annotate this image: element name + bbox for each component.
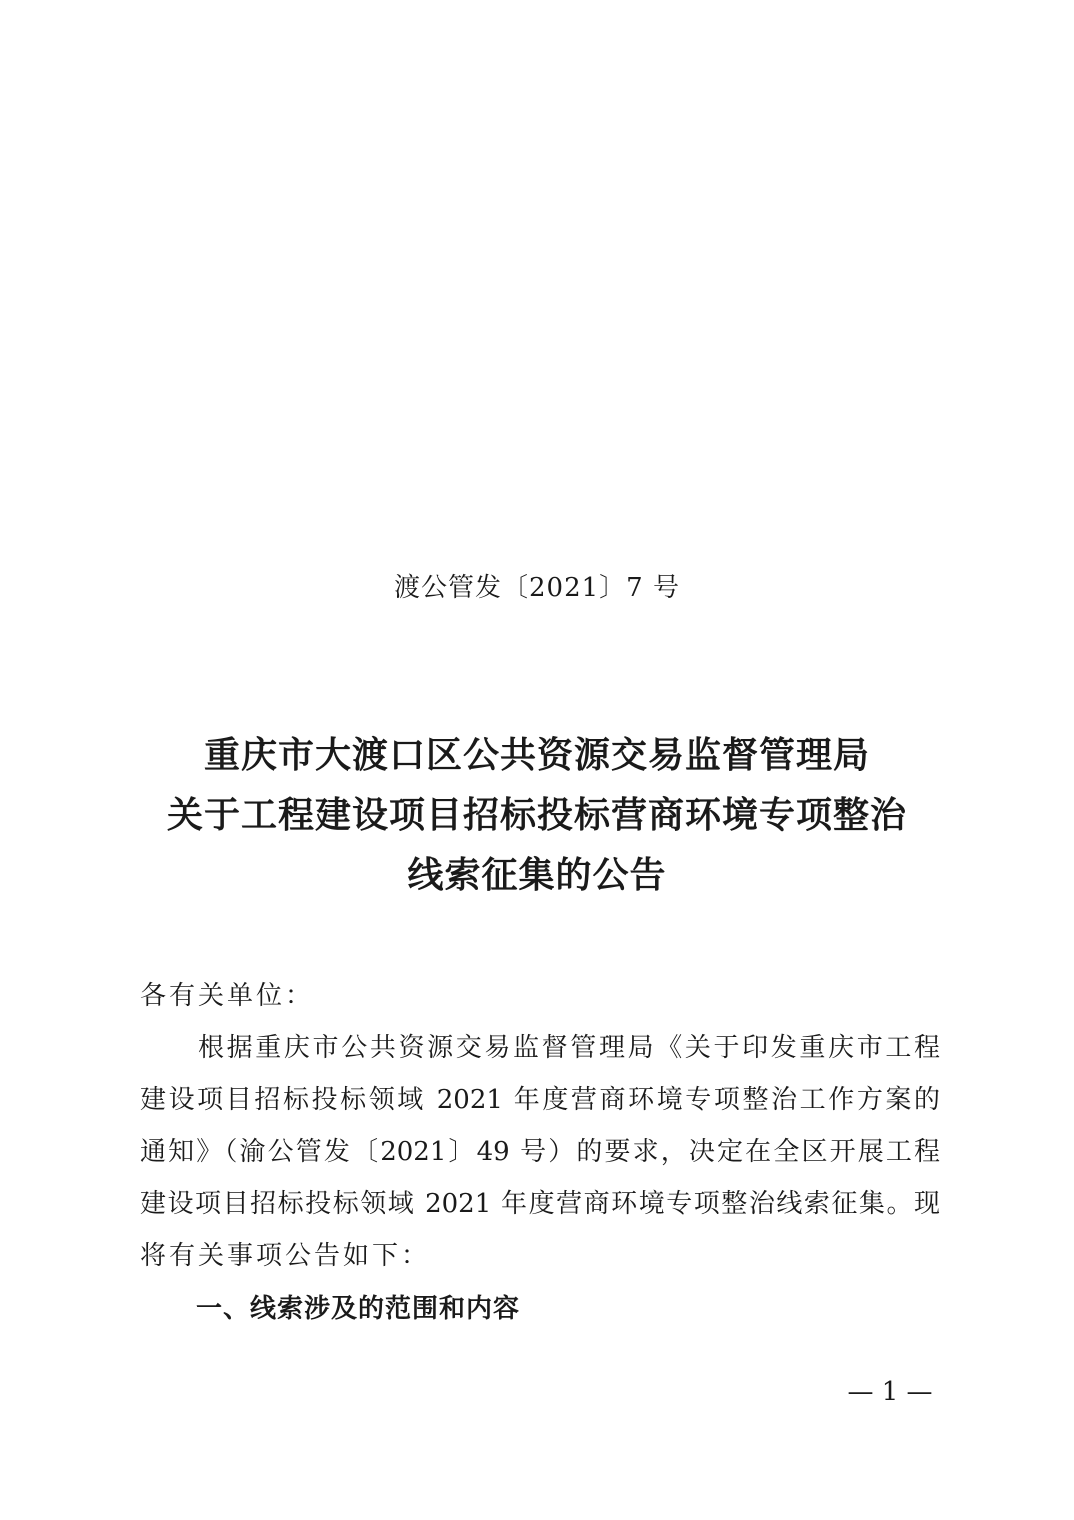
document-number: 渡公管发〔2021〕7 号 (394, 573, 680, 603)
body-line: 通知》（渝公管发〔2021〕49 号）的要求，决定在全区开展工程 (140, 1137, 940, 1167)
body-line: 根据重庆市公共资源交易监督管理局《关于印发重庆市工程 (198, 1033, 940, 1063)
body-line: 将有关事项公告如下： (140, 1241, 431, 1271)
page-number: — 1 — (847, 1377, 933, 1407)
body-line: 建设项目招标投标领域 2021 年度营商环境专项整治线索征集。现 (140, 1189, 940, 1219)
title-line: 关于工程建设项目招标投标营商环境专项整治 (166, 795, 907, 836)
body-paragraph (140, 1022, 940, 1282)
body-line: 建设项目招标投标领域 2021 年度营商环境专项整治工作方案的 (140, 1085, 940, 1115)
salutation: 各有关单位： (140, 981, 315, 1011)
section-heading: 一、线索涉及的范围和内容 (196, 1294, 521, 1324)
document-title (60, 726, 1014, 906)
title-line: 线索征集的公告 (407, 855, 667, 896)
title-line: 重庆市大渡口区公共资源交易监督管理局 (203, 735, 870, 776)
